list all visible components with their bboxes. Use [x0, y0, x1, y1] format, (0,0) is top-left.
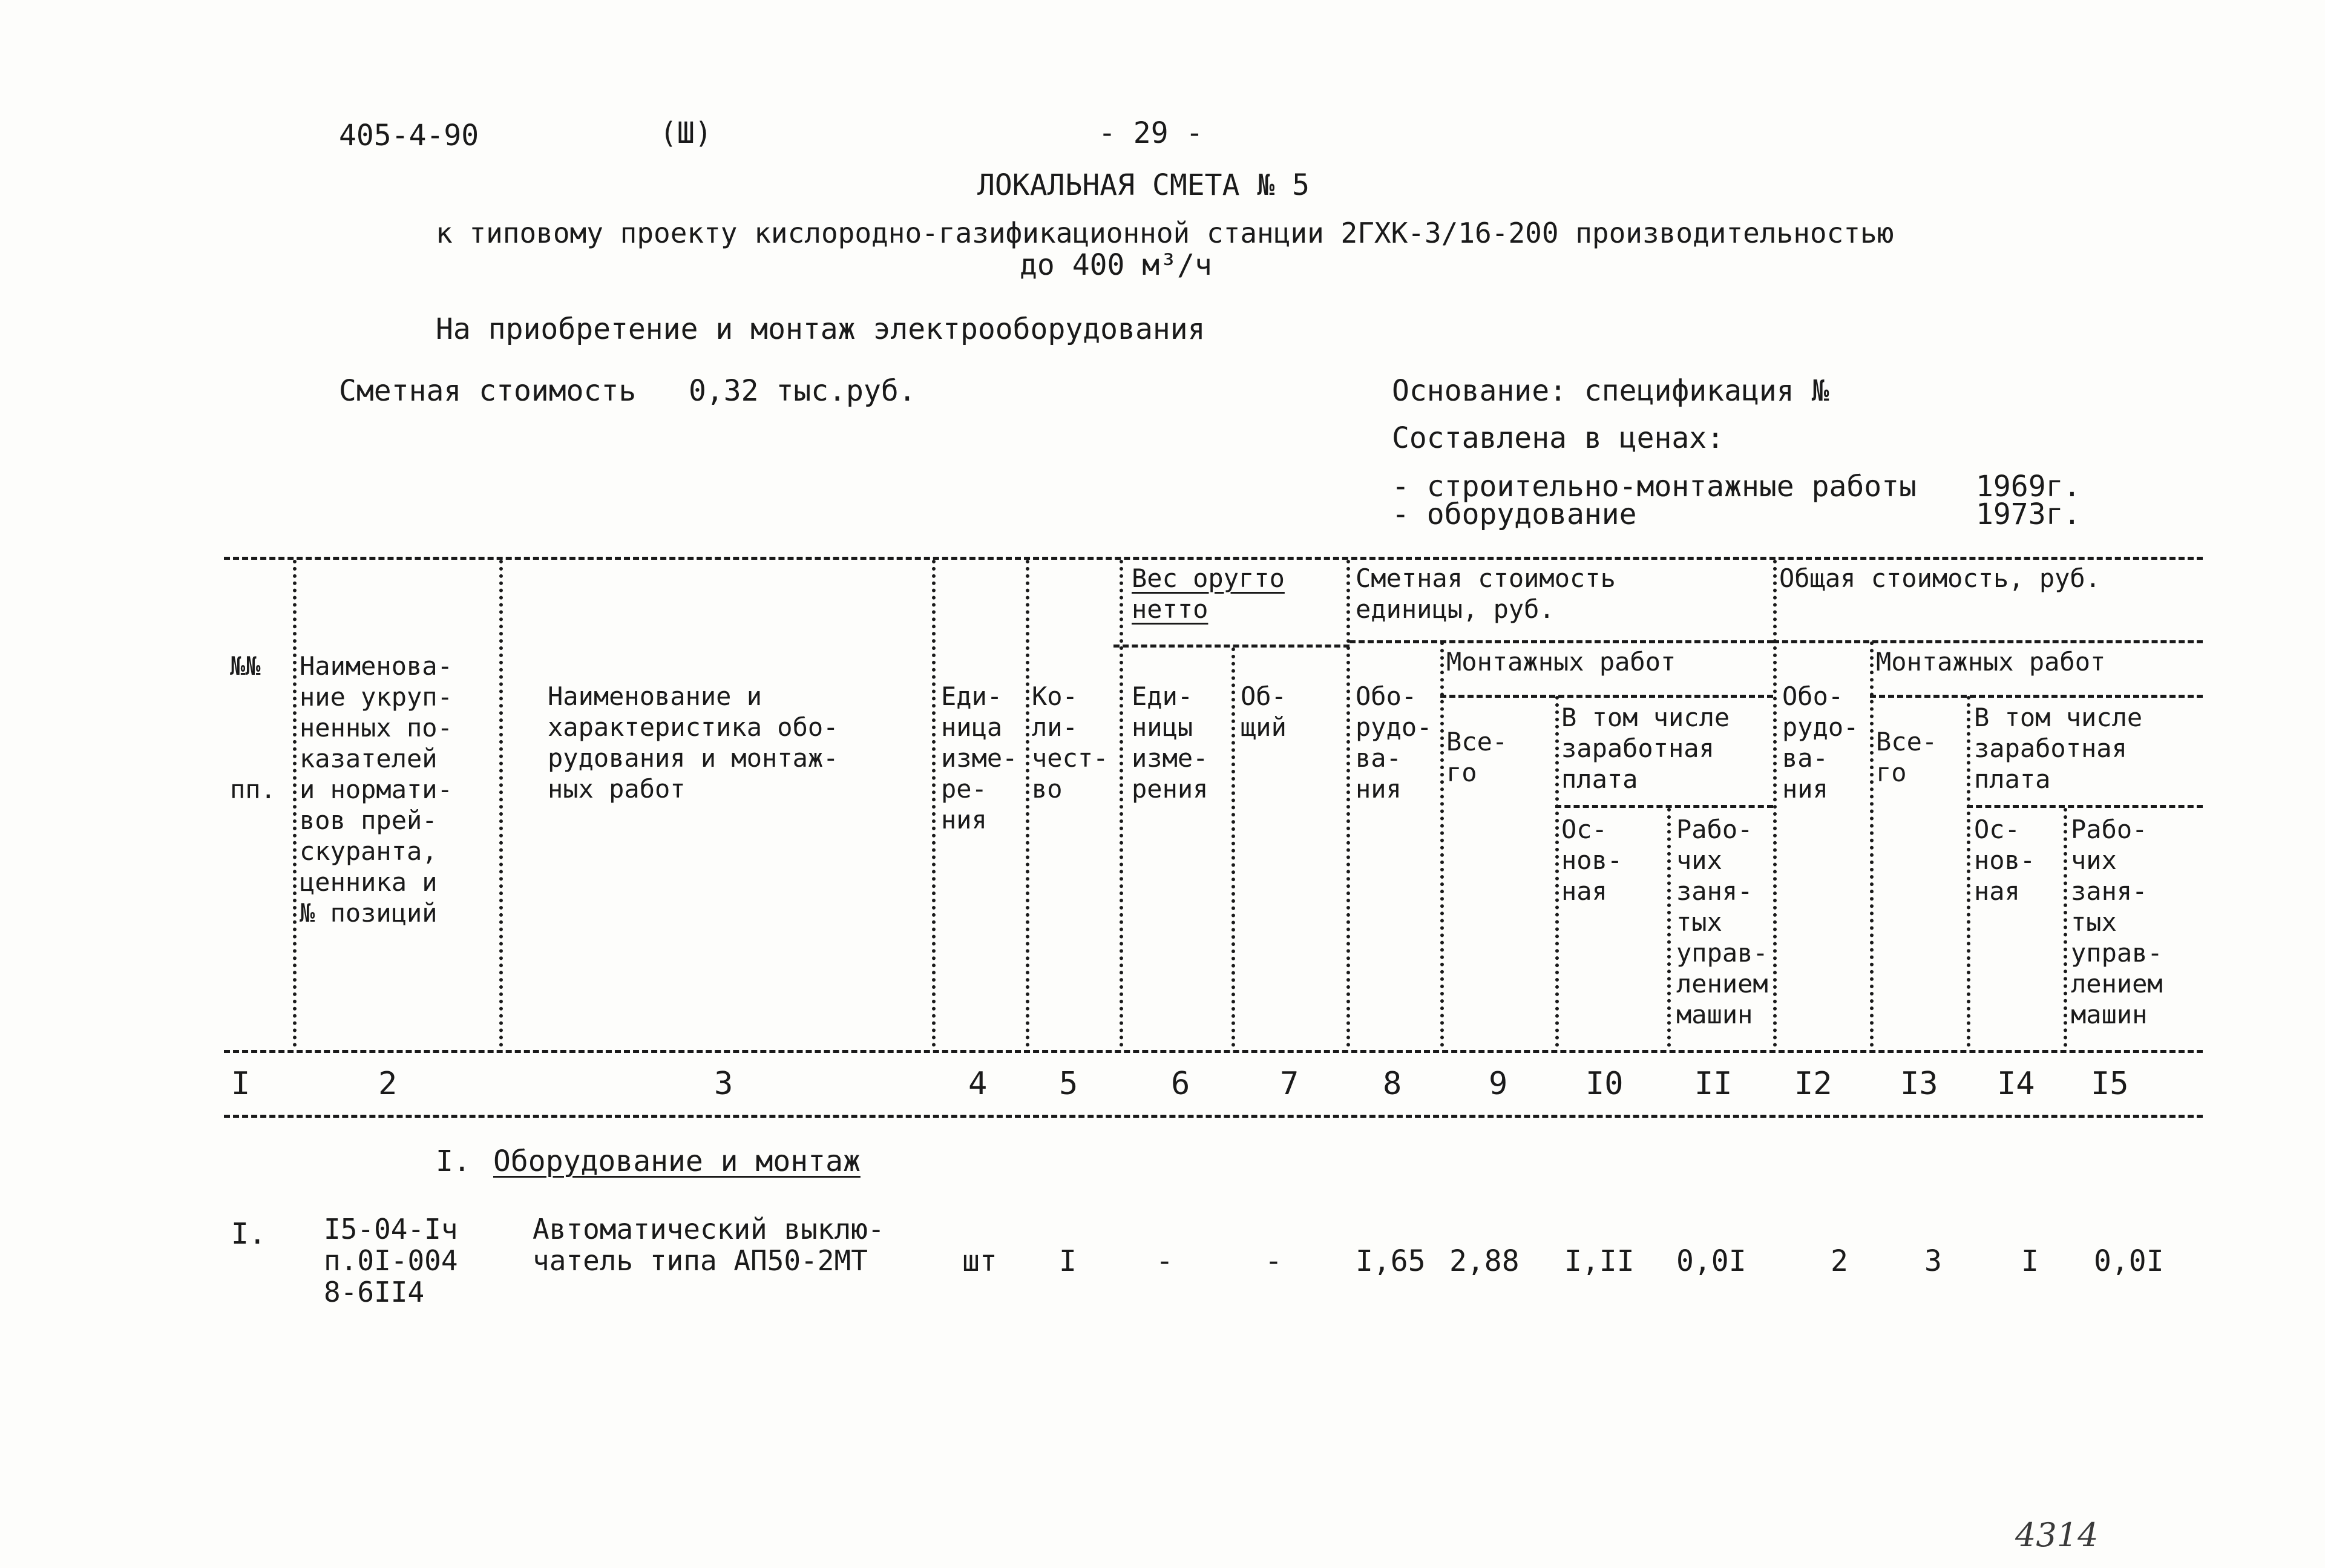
- price-line-2-year: 1973г.: [1976, 497, 2081, 531]
- row-weight-total: -: [1265, 1244, 1282, 1278]
- row-total-mount: 3: [1924, 1244, 1942, 1278]
- header-norm-code: Наименова- ние укруп- ненных по- казателей и нормати- вов прей- скуранта, ценника и № позиций: [300, 651, 453, 928]
- row-unit-equipment: I,65: [1356, 1244, 1426, 1278]
- header-unit-mount-group: Монтажных работ: [1446, 647, 1676, 677]
- col-number-9: 9: [1489, 1066, 1508, 1102]
- section-number: I.: [436, 1144, 471, 1178]
- header-total-wage-machine: Рабо- чих заня- тых управ- лением машин: [2071, 815, 2163, 1029]
- col-number-15: I5: [2091, 1066, 2129, 1102]
- col-number-11: II: [1694, 1066, 1733, 1102]
- table-top-rule: [224, 557, 2203, 560]
- header-total-mount-group: Монтажных работ: [1876, 647, 2106, 677]
- total-mount-rule: [1870, 695, 2203, 698]
- col-number-13: I3: [1900, 1066, 1938, 1102]
- col-sep-3: [932, 560, 936, 1047]
- col-number-12: I2: [1794, 1066, 1832, 1102]
- unit-wage-rule: [1555, 805, 1773, 808]
- row-unit-wage-machine: 0,0I: [1676, 1244, 1746, 1278]
- header-weight-unit: Еди- ницы изме- рения: [1132, 681, 1208, 804]
- handwritten-mark: 4314: [2015, 1516, 2099, 1554]
- col-number-6: 6: [1171, 1066, 1190, 1102]
- row-total-equipment: 2: [1831, 1244, 1848, 1278]
- purpose-line: На приобретение и монтаж электрооборудования: [436, 312, 1205, 346]
- col-sep-5: [1120, 560, 1123, 1047]
- doc-number: 405-4-90: [339, 119, 479, 153]
- col-number-4: 4: [968, 1066, 988, 1102]
- estimated-cost: Сметная стоимость 0,32 тыс.руб.: [339, 374, 916, 408]
- col-sep-11: [1773, 560, 1777, 1047]
- col-number-7: 7: [1280, 1066, 1299, 1102]
- col-sep-6: [1231, 648, 1235, 1047]
- header-bottom-rule: [224, 1050, 2203, 1053]
- header-unit: Еди- ница изме- ре- ния: [941, 681, 1018, 835]
- header-weight-total: Об- щий: [1241, 681, 1287, 742]
- row-unit-wage-basic: I,II: [1564, 1244, 1635, 1278]
- row-total-wage-basic: I: [2021, 1244, 2039, 1278]
- prices-label: Составлена в ценах:: [1392, 421, 1725, 455]
- col-number-8: 8: [1383, 1066, 1402, 1102]
- section-title: Оборудование и монтаж: [493, 1144, 861, 1178]
- header-total-wage-group: В том числе заработная плата: [1974, 703, 2143, 794]
- col-sep-2: [499, 560, 503, 1047]
- row-unit: шт: [962, 1244, 997, 1278]
- row-weight-unit: -: [1156, 1244, 1173, 1278]
- col-sep-7: [1346, 560, 1350, 1047]
- price-line-2-label: - оборудование: [1392, 497, 1637, 531]
- page-number: - 29 -: [1098, 116, 1204, 150]
- subtitle-line-2: до 400 м³/ч: [1020, 248, 1212, 282]
- col-sep-1: [293, 560, 297, 1047]
- header-quantity: Ко- ли- чест- во: [1032, 681, 1109, 804]
- header-total-mount-total: Все- го: [1876, 727, 1938, 787]
- numbers-bottom-rule: [224, 1115, 2203, 1118]
- col-number-14: I4: [1997, 1066, 2035, 1102]
- col-sep-12: [1870, 641, 1874, 1047]
- header-total-wage-basic: Ос- нов- ная: [1974, 815, 2036, 906]
- header-unit-mount-total: Все- го: [1446, 727, 1508, 787]
- row-number: I.: [231, 1217, 266, 1251]
- header-row-number: №№ пп.: [230, 651, 276, 804]
- header-name: Наименование и характеристика обо- рудования и монтаж- ных работ: [548, 681, 839, 804]
- col-sep-14: [2064, 808, 2067, 1047]
- header-total-cost-group: Общая стоимость, руб.: [1779, 563, 2101, 593]
- col-sep-10: [1667, 808, 1671, 1047]
- row-quantity: I: [1059, 1244, 1077, 1278]
- col-number-3: 3: [714, 1066, 733, 1102]
- col-sep-9: [1555, 696, 1559, 1047]
- col-number-1: I: [231, 1066, 251, 1102]
- col-number-2: 2: [378, 1066, 398, 1102]
- row-total-wage-machine: 0,0I: [2094, 1244, 2164, 1278]
- header-unit-cost-group: Сметная стоимость единицы, руб.: [1356, 563, 1616, 624]
- header-total-equipment: Обо- рудо- ва- ния: [1782, 681, 1859, 804]
- total-wage-rule: [1967, 805, 2203, 808]
- total-cost-group-rule: [1773, 640, 2203, 643]
- col-sep-4: [1026, 560, 1029, 1047]
- header-unit-equipment: Обо- рудо- ва- ния: [1356, 681, 1432, 804]
- col-sep-8: [1440, 641, 1444, 1047]
- subtitle-line-1: к типовому проекту кислородно-газификационной станции 2ГХК-3/16-200 производительностью: [436, 217, 1894, 249]
- sheet-mark: (Ш): [660, 116, 712, 150]
- unit-mount-rule: [1440, 695, 1773, 698]
- header-unit-wage-machine: Рабо- чих заня- тых управ- лением машин: [1676, 815, 1768, 1029]
- header-unit-wage-group: В том числе заработная плата: [1561, 703, 1730, 794]
- row-norm-code: I5-04-Iч п.0I-004 8-6II4: [324, 1213, 458, 1308]
- basis-line: Основание: спецификация №: [1392, 374, 1829, 408]
- col-number-10: I0: [1586, 1066, 1624, 1102]
- document-title: ЛОКАЛЬНАЯ СМЕТА № 5: [977, 168, 1310, 202]
- col-number-5: 5: [1059, 1066, 1078, 1102]
- row-unit-mount-total: 2,88: [1449, 1244, 1520, 1278]
- col-sep-13: [1967, 696, 1970, 1047]
- row-equipment-name: Автоматический выклю- чатель типа АП50-2МТ: [533, 1213, 885, 1277]
- price-line-1-year: 1969г.: [1976, 470, 2081, 504]
- price-line-1-label: - строительно-монтажные работы: [1392, 470, 1917, 504]
- header-weight-group: Вес оругто нетто: [1132, 563, 1285, 624]
- unit-cost-group-rule: [1349, 640, 1773, 643]
- header-unit-wage-basic: Ос- нов- ная: [1561, 815, 1623, 906]
